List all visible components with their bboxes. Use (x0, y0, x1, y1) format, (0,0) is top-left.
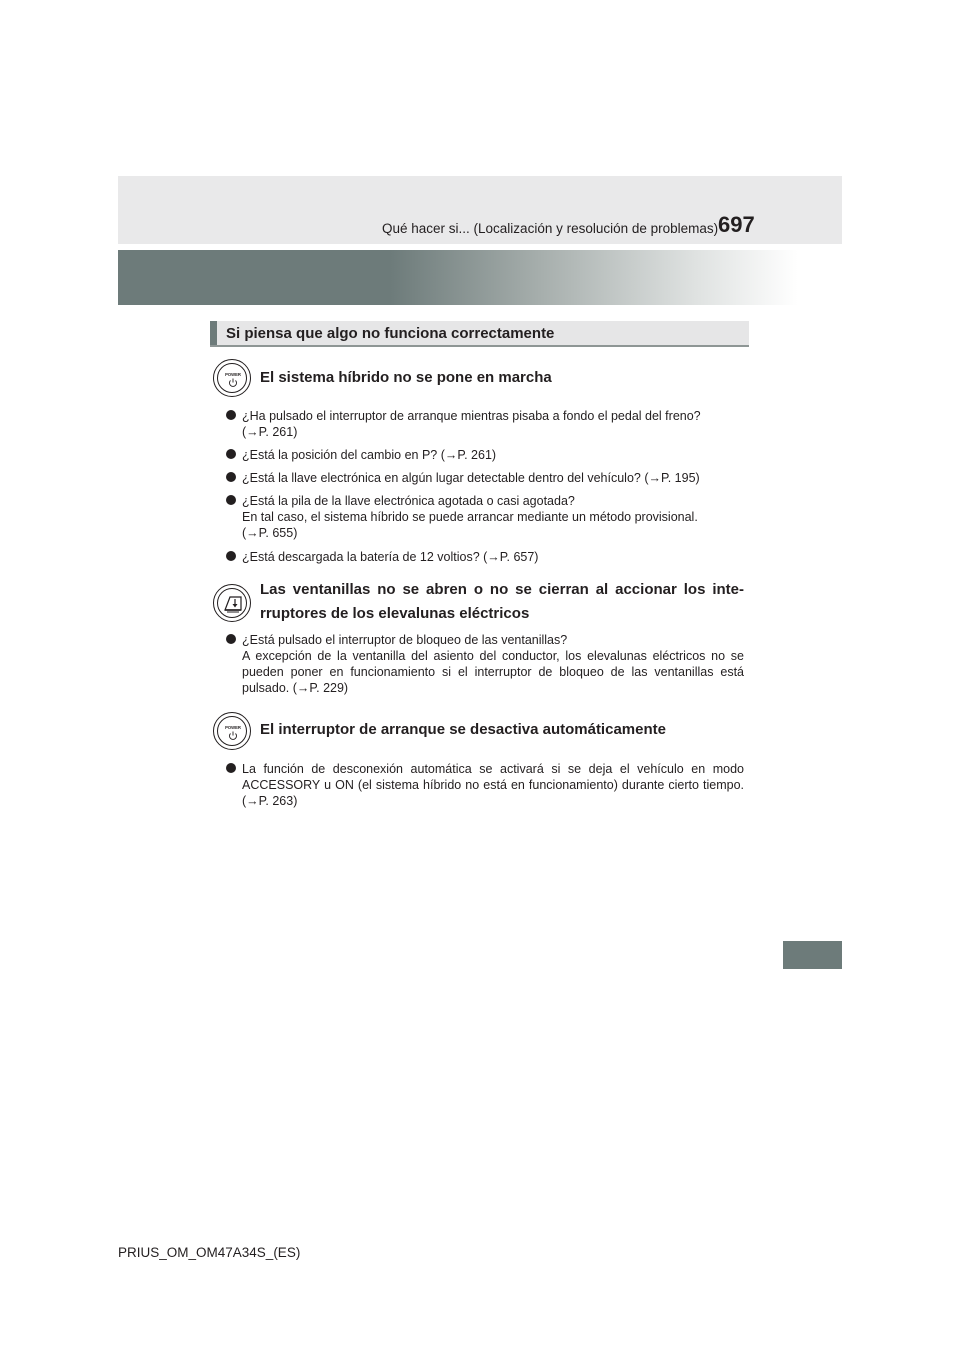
bullet-icon (226, 634, 236, 644)
chapter-title: Qué hacer si... (Localización y resolución de problemas) (382, 221, 719, 236)
block-2-heading (260, 578, 744, 626)
chapter-side-tab (783, 941, 842, 969)
bullet-line: ¿Está la pila de la llave electrónica agotada o casi agotada? (242, 494, 575, 508)
bullet-line: ¿Está la posición del cambio en P? (→P. 261) (242, 448, 497, 462)
block-3-heading: El interruptor de arranque se desactiva automáticamente (260, 721, 666, 738)
page-reference: (→P. 261) (242, 425, 298, 439)
power-button-icon (213, 712, 251, 750)
heading-line: Las ventanillas no se abren o no se cierran al accionar los inte- (260, 581, 744, 598)
page-reference: (→P. 655) (242, 526, 298, 540)
bullet-line: ¿Está descargada la batería de 12 voltios? (→P. 657) (242, 550, 539, 564)
bullet-icon (226, 410, 236, 420)
bullet-icon (226, 449, 236, 459)
power-icon-label: POWER (225, 725, 241, 730)
bullet-line: A excepción de la ventanilla del asiento del conductor, los elevalunas eléctricos no se pueden poner en funcionamiento si el interruptor de bloqueo de las ventanillas está pulsado. (→P. 229) (242, 649, 744, 695)
block-1-heading: El sistema híbrido no se pone en marcha (260, 369, 552, 386)
chapter-gradient-bar (118, 250, 798, 305)
section-title: Si piensa que algo no funciona correctamente (226, 325, 555, 342)
bullet-line: ¿Ha pulsado el interruptor de arranque mientras pisaba a fondo el pedal del freno? (242, 409, 701, 423)
bullet-icon (226, 472, 236, 482)
bullet-line: En tal caso, el sistema híbrido se puede arrancar mediante un método provisional. (242, 510, 698, 524)
bullet-icon (226, 551, 236, 561)
section-header (210, 321, 749, 347)
heading-line: rruptores de los elevalunas eléctricos (260, 605, 530, 622)
document-code: PRIUS_OM_OM47A34S_(ES) (118, 1245, 301, 1260)
bullet-line: ¿Está la llave electrónica en algún lugar detectable dentro del vehículo? (→P. 195) (242, 471, 700, 485)
power-window-icon (213, 584, 251, 622)
bullet-icon (226, 495, 236, 505)
bullet-icon (226, 763, 236, 773)
power-icon-label: POWER (225, 372, 241, 377)
power-button-icon (213, 359, 251, 397)
page-number: 697 (718, 212, 755, 237)
bullet-line: La función de desconexión automática se activará si se deja el vehículo en modo ACCESSORY u ON (el sistema híbrido no está en funcionamiento) durante cierto tiempo. (→P. 263) (242, 762, 744, 808)
bullet-line: ¿Está pulsado el interruptor de bloqueo de las ventanillas? (242, 633, 568, 647)
